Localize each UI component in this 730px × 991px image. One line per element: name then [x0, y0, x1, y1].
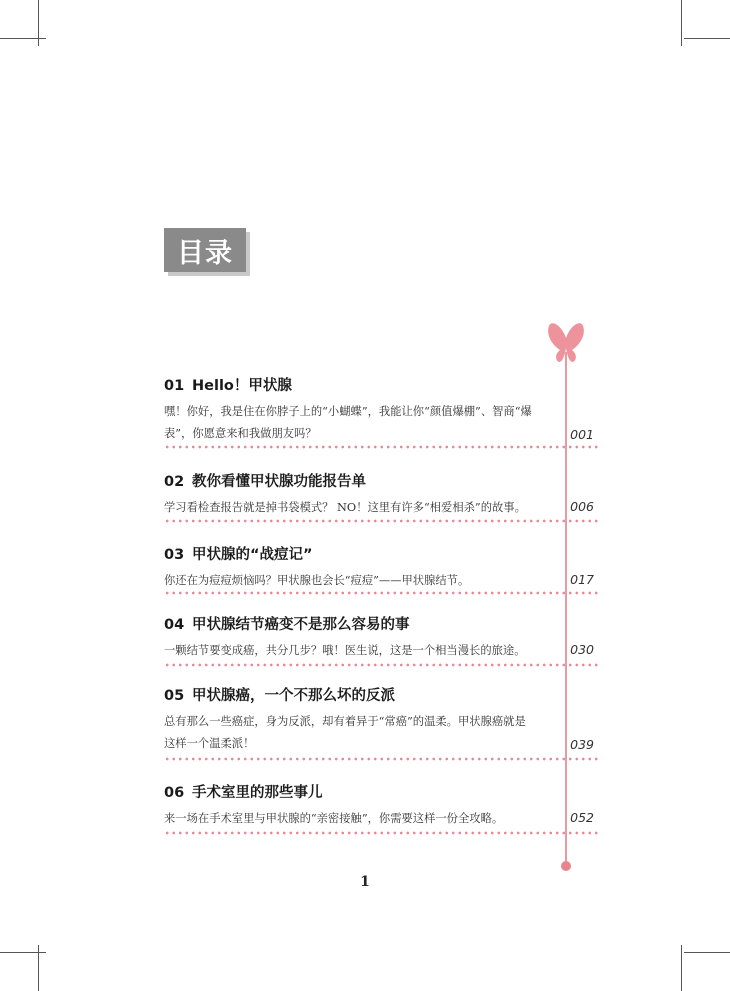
entry-title: 手术室里的那些事儿 — [192, 785, 323, 801]
entry-desc-line: 学习看检查报告就是掉书袋模式？ NO！这里有许多“相爱相杀”的故事。 — [164, 501, 526, 514]
entry-heading — [164, 543, 598, 567]
entry-heading — [164, 781, 598, 805]
crop-mark-top-left-v — [38, 0, 39, 46]
entry-page-number: 006 — [570, 499, 594, 514]
entry-page-number: 052 — [570, 810, 594, 825]
entry-number: 02 — [164, 474, 185, 490]
entry-heading — [164, 470, 598, 494]
entry-number: 01 — [164, 378, 185, 394]
toc-entry-03[interactable] — [164, 543, 598, 592]
entry-desc-line: 嘿！你好，我是住在你脖子上的“小蝴蝶”，我能让你“颜值爆棚”、智商“爆 — [164, 405, 532, 418]
entry-description — [164, 711, 562, 755]
entry-description — [164, 497, 562, 519]
entry-page-number: 030 — [570, 642, 594, 657]
entry-desc-line: 表”，你愿意来和我做朋友吗？ — [164, 427, 317, 440]
entry-desc-line: 来一场在手术室里与甲状腺的“亲密接触”，你需要这样一份全攻略。 — [164, 812, 504, 825]
dotted-divider — [164, 757, 598, 761]
entry-title: 甲状腺结节癌变不是那么容易的事 — [192, 617, 410, 633]
dotted-divider — [164, 519, 598, 523]
page-number: 1 — [360, 874, 370, 890]
entry-description — [164, 401, 562, 445]
entry-number: 05 — [164, 688, 185, 704]
entry-page-number: 017 — [570, 572, 594, 587]
crop-mark-bottom-right-v — [681, 945, 682, 991]
entry-title: 甲状腺的“战痘记” — [192, 547, 313, 563]
entry-description — [164, 808, 562, 830]
entry-heading — [164, 374, 598, 398]
entry-desc-line: 一颗结节要变成癌，共分几步？哦！医生说，这是一个相当漫长的旅途。 — [164, 644, 526, 657]
crop-mark-bottom-right-h — [684, 952, 730, 953]
entry-number: 06 — [164, 785, 185, 801]
entry-title: Hello！甲状腺 — [192, 378, 292, 394]
entry-description — [164, 570, 562, 592]
entry-desc-line: 这样一个温柔派！ — [164, 737, 255, 750]
entry-title: 教你看懂甲状腺功能报告单 — [192, 474, 366, 490]
entry-number: 03 — [164, 547, 185, 563]
toc-entry-01[interactable] — [164, 374, 598, 445]
entry-description — [164, 640, 562, 662]
entry-desc-line: 你还在为痘痘烦恼吗？甲状腺也会长“痘痘”——甲状腺结节。 — [164, 574, 470, 587]
crop-mark-top-right-h — [684, 38, 730, 39]
entry-heading — [164, 613, 598, 637]
dotted-divider — [164, 831, 598, 835]
page-title: 目录 — [164, 228, 246, 272]
timeline-end-dot — [561, 861, 571, 871]
crop-mark-top-right-v — [681, 0, 682, 46]
entry-page-number: 039 — [570, 737, 594, 752]
toc-entry-04[interactable] — [164, 613, 598, 662]
toc-entry-02[interactable] — [164, 470, 598, 519]
entry-title: 甲状腺癌，一个不那么坏的反派 — [192, 688, 395, 704]
entry-number: 04 — [164, 617, 185, 633]
entry-heading — [164, 684, 598, 708]
dotted-divider — [164, 445, 598, 449]
crop-mark-bottom-left-h — [0, 952, 46, 953]
entry-page-number: 001 — [570, 427, 594, 442]
dotted-divider — [164, 663, 598, 667]
toc-entry-06[interactable] — [164, 781, 598, 830]
entry-desc-line: 总有那么一些癌症，身为反派，却有着异于“常癌”的温柔。甲状腺癌就是 — [164, 715, 526, 728]
crop-mark-top-left-h — [0, 38, 46, 39]
toc-entry-05[interactable] — [164, 684, 598, 755]
dotted-divider — [164, 591, 598, 595]
